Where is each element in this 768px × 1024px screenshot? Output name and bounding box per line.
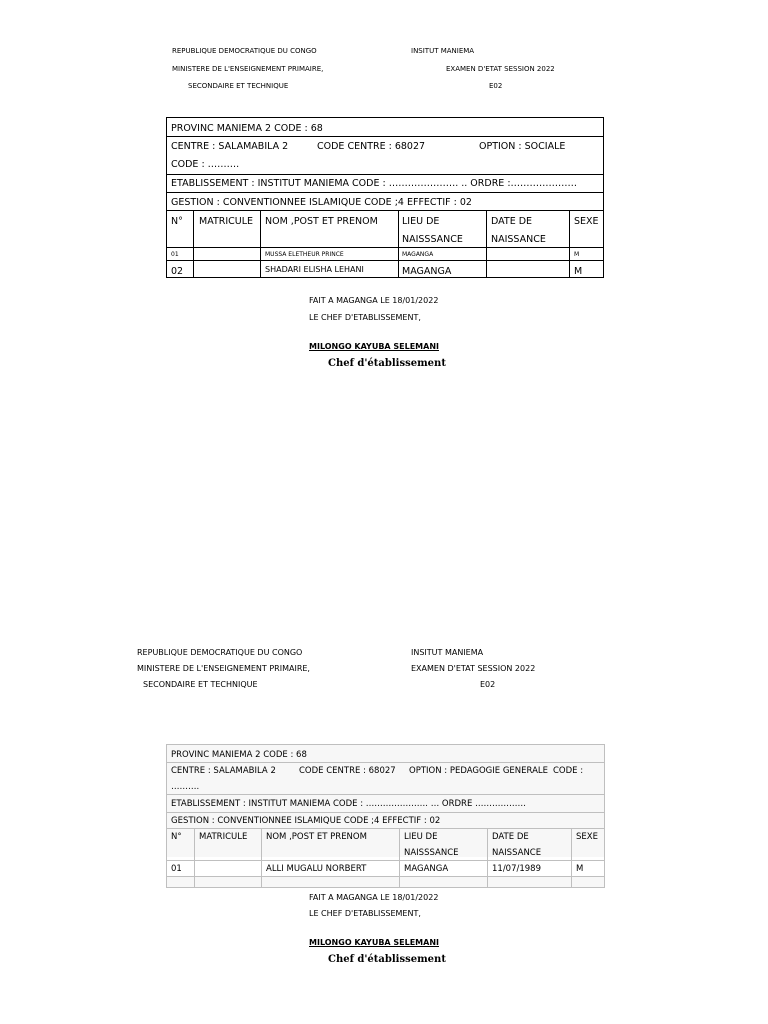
col-date-1: DATE DE: [491, 216, 533, 227]
signer-title: Chef d'établissement: [328, 358, 446, 369]
col-date-2: NAISSANCE: [491, 234, 546, 245]
row1-num: 01: [171, 251, 179, 258]
row-etablissement: [167, 795, 604, 813]
row-gestion: [167, 193, 603, 211]
col-lieu-2: NAISSSANCE: [402, 234, 463, 245]
signer-name: MILONGO KAYUBA SELEMANI: [309, 342, 439, 351]
fait-text: FAIT A MAGANGA LE 18/01/2022: [309, 893, 439, 902]
centre-text: CENTRE : SALAMABILA 2: [171, 766, 276, 776]
row1-lieu: MAGANGA: [404, 864, 449, 874]
etablissement-text: ETABLISSEMENT : INSTITUT MANIEMA CODE : …………………. .. ORDRE :…………………: [171, 178, 578, 189]
fait-text: FAIT A MAGANGA LE 18/01/2022: [309, 296, 439, 305]
chef-label: LE CHEF D'ETABLISSEMENT,: [309, 909, 421, 918]
row-province: [167, 118, 603, 137]
row1-sexe: M: [576, 864, 584, 874]
centre-text: CENTRE : SALAMABILA 2: [171, 141, 289, 152]
col-num: N°: [171, 832, 182, 842]
col-date-1: DATE DE: [492, 832, 529, 842]
row1-date: 11/07/1989: [492, 864, 541, 874]
header-examen: EXAMEN D'ETAT SESSION 2022: [411, 664, 536, 673]
col-num: N°: [171, 216, 183, 227]
row1-nom: MUSSA ELETHEUR PRINCE: [265, 251, 344, 258]
row-centre: [167, 762, 604, 795]
col-date-2: NAISSANCE: [492, 848, 542, 858]
code-text: CODE :: [553, 766, 584, 776]
row-gestion: [167, 813, 604, 829]
gestion-text: GESTION : CONVENTIONNEE ISLAMIQUE CODE ;4 EFFECTIF : 02: [171, 816, 441, 826]
row2-num: 02: [171, 266, 184, 277]
option-text: OPTION : SOCIALE: [479, 141, 566, 152]
row1-lieu: MAGANGA: [402, 251, 434, 258]
col-lieu-1: LIEU DE: [402, 216, 440, 227]
row-centre: [167, 136, 603, 175]
code-centre-text: CODE CENTRE : 68027: [317, 141, 426, 152]
form1-table: [166, 117, 604, 278]
col-nom: NOM ,POST ET PRENOM: [266, 832, 367, 842]
gestion-text: GESTION : CONVENTIONNEE ISLAMIQUE CODE ;4 EFFECTIF : 02: [171, 197, 472, 208]
col-sexe: SEXE: [574, 216, 599, 227]
col-sexe: SEXE: [576, 832, 598, 842]
code-text: CODE : ……….: [171, 159, 240, 170]
col-matricule: MATRICULE: [199, 216, 254, 227]
col-matricule: MATRICULE: [199, 832, 248, 842]
header-ministere: MINISTERE DE L'ENSEIGNEMENT PRIMAIRE,: [172, 65, 324, 73]
col-lieu-2: NAISSSANCE: [404, 848, 459, 858]
header-examen: EXAMEN D'ETAT SESSION 2022: [446, 65, 555, 73]
province-text: PROVINC MANIEMA 2 CODE : 68: [171, 123, 323, 134]
row1-num: 01: [171, 864, 182, 874]
header-ministere: MINISTERE DE L'ENSEIGNEMENT PRIMAIRE,: [137, 664, 310, 673]
header-republique: REPUBLIQUE DEMOCRATIQUE DU CONGO: [172, 47, 317, 55]
code-dots: ……….: [171, 782, 200, 792]
signer-name: MILONGO KAYUBA SELEMANI: [309, 938, 439, 947]
header-institut: INSITUT MANIEMA: [411, 648, 484, 657]
etablissement-text: ETABLISSEMENT : INSTITUT MANIEMA CODE : …………………. … ORDRE ………………: [171, 799, 527, 809]
header-code-e02: E02: [489, 82, 503, 90]
province-text: PROVINC MANIEMA 2 CODE : 68: [171, 750, 307, 760]
col-nom: NOM ,POST ET PRENOM: [265, 216, 378, 227]
col-lieu-1: LIEU DE: [404, 832, 438, 842]
header-secondaire: SECONDAIRE ET TECHNIQUE: [143, 680, 258, 689]
row-province: [167, 745, 604, 763]
table-row: [167, 248, 603, 261]
code-centre-text: CODE CENTRE : 68027: [299, 766, 396, 776]
header-code-e02: E02: [480, 680, 496, 689]
header-republique: REPUBLIQUE DEMOCRATIQUE DU CONGO: [137, 648, 303, 657]
row2-lieu: MAGANGA: [402, 266, 452, 277]
header-institut: INSITUT MANIEMA: [411, 47, 475, 55]
row2-nom: SHADARI ELISHA LEHANI: [265, 265, 364, 274]
header-secondaire: SECONDAIRE ET TECHNIQUE: [188, 82, 289, 90]
option-text: OPTION : PEDAGOGIE GENERALE: [409, 766, 549, 776]
chef-label: LE CHEF D'ETABLISSEMENT,: [309, 313, 421, 322]
row1-nom: ALLI MUGALU NORBERT: [266, 864, 367, 874]
row1-sexe: M: [574, 251, 580, 258]
signer-title: Chef d'établissement: [328, 954, 446, 965]
form2-table: [166, 744, 605, 888]
row2-sexe: M: [574, 266, 583, 277]
row-etablissement: [167, 175, 603, 193]
